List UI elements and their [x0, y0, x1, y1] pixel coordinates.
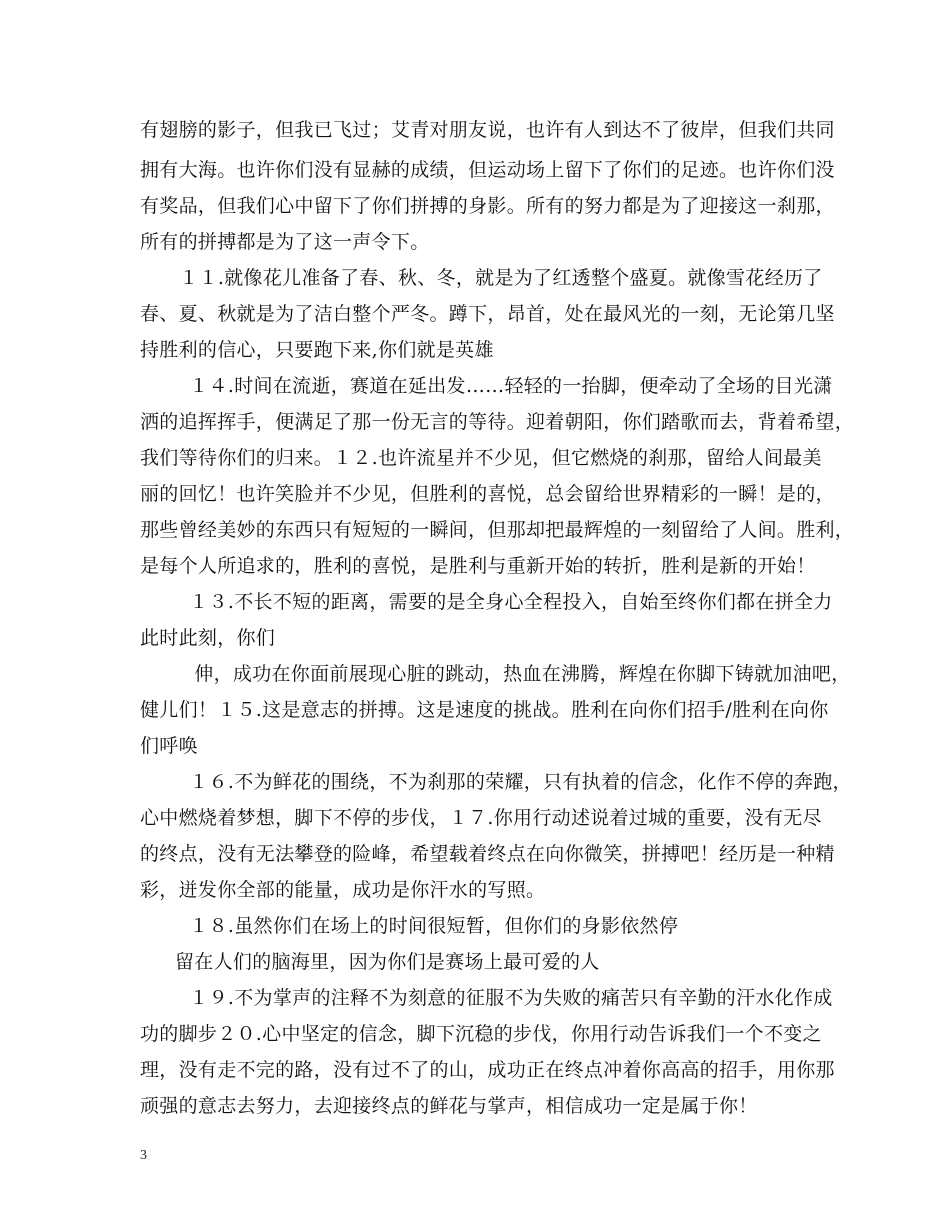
- text-line: １８.虽然你们在场上的时间很短暂，但你们的身影依然停: [170, 915, 679, 937]
- page-number: 3: [140, 1148, 147, 1163]
- text-line: 的终点，没有无法攀登的险峰，希望载着终点在向你微笑，拼搏吧！经历是一种精: [140, 843, 835, 865]
- text-line: 持胜利的信心，只要跑下来,你们就是英雄: [140, 339, 494, 361]
- text-line: １６.不为鲜花的围绕，不为刹那的荣耀，只有执着的信念，化作不停的奔跑，: [170, 771, 852, 793]
- text-line: １９.不为掌声的注释不为刻意的征服不为失败的痛苦只有辛勤的汗水化作成: [170, 987, 833, 1009]
- text-line: １４.时间在流逝，赛道在延出发……轻轻的一抬脚，便牵动了全场的目光潇: [170, 375, 833, 397]
- text-line: 理，没有走不完的路，没有过不了的山，成功正在终点冲着你高高的招手，用你那: [140, 1059, 835, 1081]
- text-line: 心中燃烧着梦想，脚下不停的步伐，１７.你用行动述说着过城的重要，没有无尽: [140, 807, 822, 829]
- text-line: １３.不长不短的距离，需要的是全身心全程投入，自始至终你们都在拼全力: [170, 591, 833, 613]
- text-line: 春、夏、秋就是为了洁白整个严冬。蹲下，昂首，处在最风光的一刻，无论第几坚: [140, 303, 835, 325]
- text-line: 有奖品，但我们心中留下了你们拼搏的身影。所有的努力都是为了迎接这一刹那，: [140, 195, 835, 217]
- text-line: 彩，迸发你全部的能量，成功是你汗水的写照。: [140, 879, 546, 901]
- text-line: 健儿们！１５.这是意志的拼搏。这是速度的挑战。胜利在向你们招手/胜利在向你: [140, 699, 829, 721]
- text-line: 留在人们的脑海里，因为你们是赛场上最可爱的人: [175, 951, 600, 973]
- text-line: 功的脚步２０.心中坚定的信念，脚下沉稳的步伐，你用行动告诉我们一个不变之: [140, 1023, 822, 1045]
- text-line: 此时此刻，你们: [140, 627, 276, 649]
- text-line: 拥有大海。也许你们没有显赫的成绩，但运动场上留下了你们的足迹。也许你们没: [140, 159, 835, 181]
- text-line: 顽强的意志去努力，去迎接终点的鲜花与掌声，相信成功一定是属于你！: [140, 1095, 758, 1117]
- text-line: 所有的拼搏都是为了这一声令下。: [140, 231, 430, 253]
- text-line: 是每个人所追求的，胜利的喜悦，是胜利与重新开始的转折，胜利是新的开始！: [140, 555, 816, 577]
- text-line: 们呼唤: [140, 735, 198, 757]
- text-line: 伸，成功在你面前展现心脏的跳动，热血在沸腾，辉煌在你脚下铸就加油吧，: [175, 663, 851, 685]
- text-line: １１.就像花儿准备了春、秋、冬，就是为了红透整个盛夏。就像雪花经历了: [160, 267, 823, 289]
- text-line: 那些曾经美妙的东西只有短短的一瞬间，但那却把最辉煌的一刻留给了人间。胜利，: [140, 519, 855, 541]
- text-line: 丽的回忆！也许笑脸并不少见，但胜利的喜悦，总会留给世界精彩的一瞬！是的，: [140, 483, 835, 505]
- text-line: 洒的追挥挥手，便满足了那一份无言的等待。迎着朝阳，你们踏歌而去，背着希望，: [140, 411, 855, 433]
- text-line: 我们等待你们的归来。１２.也许流星并不少见，但它燃烧的刹那，留给人间最美: [140, 447, 822, 469]
- text-line: 有翅膀的影子，但我已飞过；艾青对朋友说，也许有人到达不了彼岸，但我们共同: [140, 119, 835, 141]
